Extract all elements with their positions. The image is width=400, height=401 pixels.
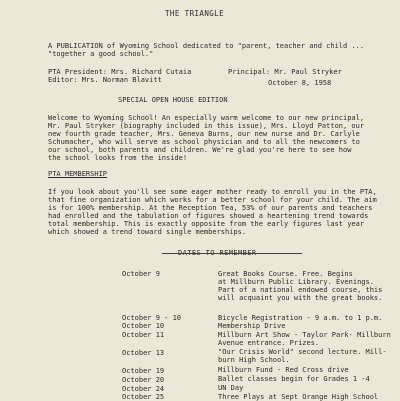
principal: Principal: Mr. Paul Stryker [228,68,342,76]
event-date: October 25 [122,393,165,401]
dates-heading: DATES TO REMEMBER [178,249,257,257]
pta-line: is for 100% membership. At the Reception Tea, 53% of our parents and teachers [48,204,373,212]
event-date: October 10 [122,322,165,330]
edition-heading: SPECIAL OPEN HOUSE EDITION [118,96,228,104]
welcome-line: Welcome to Wyoming School! An especially warm welcome to our new principal, [48,114,365,122]
event-description: burn High School. [218,356,290,364]
event-description: UN Day [218,384,244,392]
pta-membership-heading: PTA MEMBERSHIP [48,170,108,178]
event-description: Millburn Fund - Red Cross drive [218,366,349,374]
event-description: "Our Crisis World" second lecture. Mill- [218,348,387,356]
issue-date: October 8, 1958 [268,79,332,87]
pta-line: that fine organization which works for a better school for your child. The aim [48,196,377,204]
event-description: at Millburn Public Library. Evenings. [218,278,374,286]
pta-line: which showed a trend toward single memberships. [48,228,247,236]
pta-line: If you look about you'll see some eager mother ready to enroll you in the PTA, [48,188,377,196]
pta-president: PTA President: Mrs. Richard Cutaia [48,68,192,76]
event-description: will acquaint you with the great books. [218,294,383,302]
event-description: Avenue entrance. Prizes. [218,339,320,347]
dates-heading-underline [162,253,302,254]
event-description: Part of a national endowed course, this [218,286,383,294]
welcome-line: new fourth grade teacher, Mrs. Geneva Burns, our new nurse and Dr. Carlyle [48,130,360,138]
event-date: October 20 [122,376,165,384]
event-description: Great Books Course. Free. Begins [218,270,353,278]
event-date: October 11 [122,331,165,339]
event-description: Membership Drive [218,322,286,330]
newsletter-title: THE TRIANGLE [165,9,224,18]
intro-line-2: "together a good school." [48,50,154,58]
intro-line-1: A PUBLICATION of Wyoming School dedicated to "parent, teacher and child ... [48,42,365,50]
event-description: Three Plays at Sept Orange High School [218,393,379,401]
welcome-line: Mr. Paul Stryker (biography included in this issue), Mrs. Lloyd Patton, our [48,122,365,130]
welcome-line: the school looks from the inside! [48,154,188,162]
event-date: October 9 [122,270,160,278]
event-date: October 9 - 10 [122,314,182,322]
welcome-line: our school, both parents and children. We're glad you're here to see how [48,146,352,154]
editor: Editor: Mrs. Norman Blavitt [48,76,162,84]
event-date: October 19 [122,367,165,375]
pta-line: total membership. This is exactly opposite from the early figures last year [48,220,365,228]
event-description: Bicycle Registration - 9 a.m. to 1 p.m. [218,314,383,322]
event-date: October 24 [122,385,165,393]
event-description: Ballet classes begin for Grades 1 -4 [218,375,370,383]
event-date: October 13 [122,349,165,357]
welcome-line: Schumacher, who will serve as school physician and to all the newcomers to [48,138,360,146]
pta-line: had enrolled and the tabulation of figures showed a heartening trend towards [48,212,369,220]
event-description: Millburn Art Show - Taylor Park- Millburn [218,331,391,339]
